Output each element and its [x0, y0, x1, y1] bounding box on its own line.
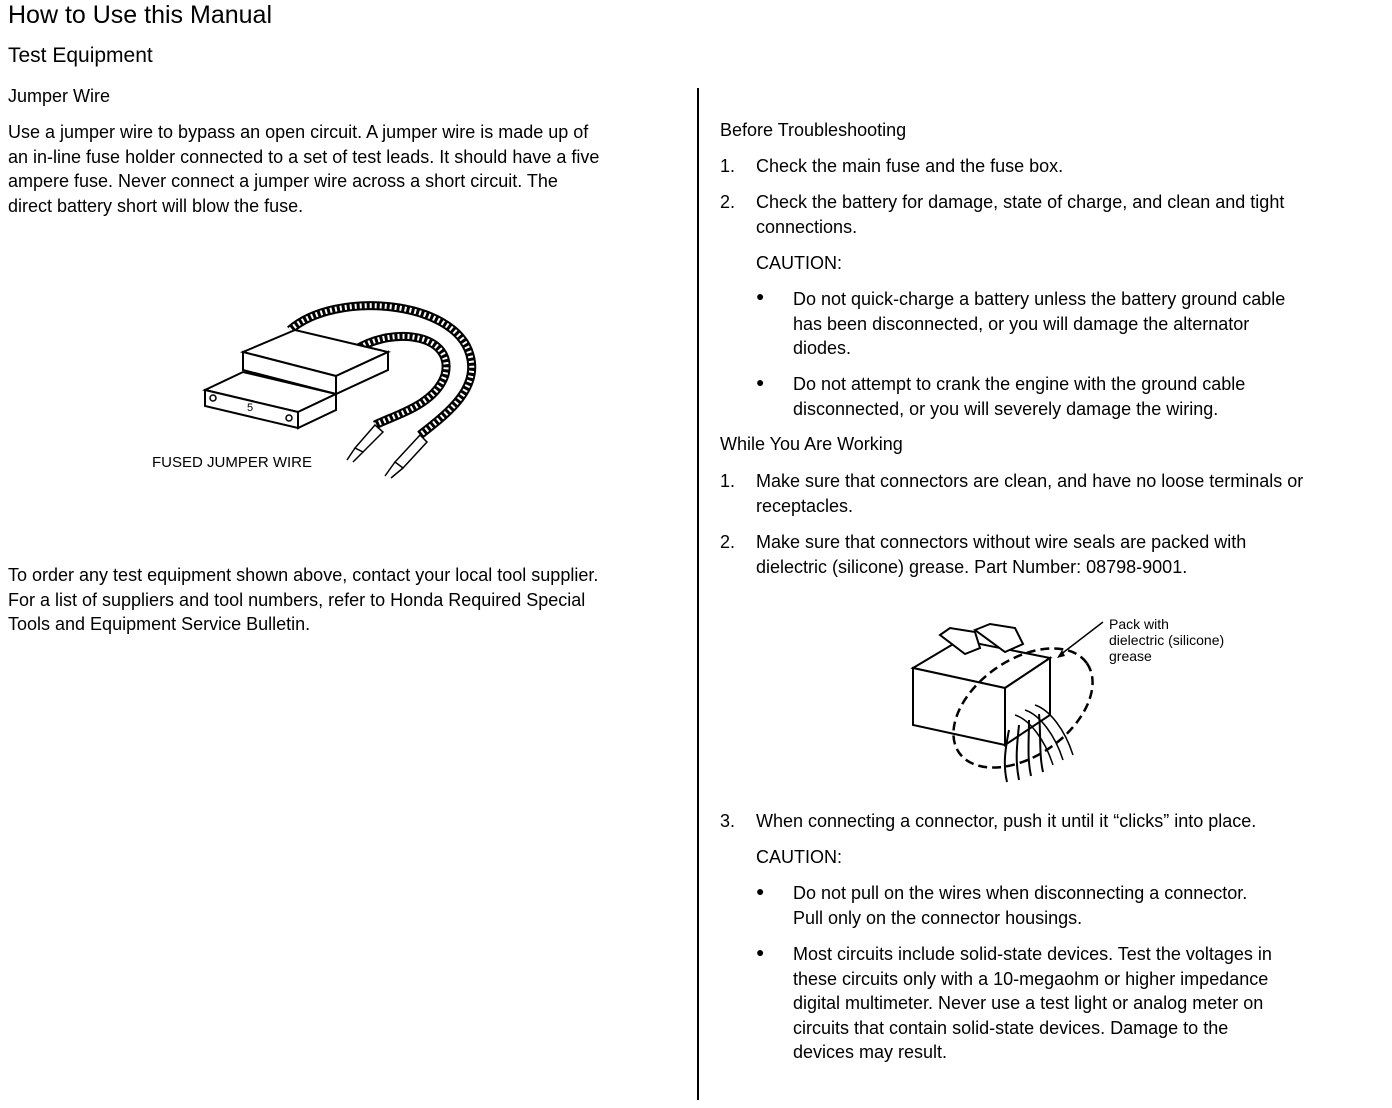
text-line: Check the main fuse and the fuse box. [756, 156, 1064, 176]
text-line: has been disconnected, or you will damage the alternator [793, 313, 1250, 334]
before-step-1 [756, 154, 1063, 179]
text-line: Use a jumper wire to bypass an open circuit. A jumper wire is made up of [8, 122, 589, 142]
caution-label: CAUTION: [756, 847, 843, 867]
while-working-heading: While You Are Working [720, 434, 903, 454]
step-number: 2. [720, 192, 736, 212]
bullet-icon: ● [756, 288, 765, 304]
text-line: disconnected, or you will severely damage the wiring. [793, 398, 1219, 419]
bullet-icon: ● [756, 944, 765, 960]
order-equipment-text [8, 563, 598, 637]
text-line: Pack with [1109, 616, 1169, 632]
text-line: grease [1109, 648, 1152, 664]
text-line: devices may result. [793, 1042, 948, 1062]
figure-caption: FUSED JUMPER WIRE [152, 454, 313, 471]
before-troubleshooting-heading: Before Troubleshooting [720, 120, 907, 140]
before-step-2 [756, 190, 1284, 239]
caution-label: CAUTION: [756, 253, 843, 273]
text-line: For a list of suppliers and tool numbers, refer to Honda Required Special [8, 589, 586, 610]
page-title: How to Use this Manual [8, 1, 273, 29]
caution-bullet [793, 372, 1245, 421]
text-line: digital multimeter. Never use a test light or analog meter on [793, 993, 1264, 1013]
jumper-wire-intro [8, 120, 599, 218]
working-step-2 [756, 530, 1246, 579]
text-line: direct battery short will blow the fuse. [8, 195, 304, 216]
text-line: Most circuits include solid-state devices. Test the voltages in [793, 944, 1272, 964]
caution-bullet [793, 942, 1272, 1065]
text-line: dielectric (silicone) [1109, 632, 1225, 648]
section-title: Test Equipment [8, 44, 153, 67]
text-line: Make sure that connectors without wire seals are packed with [756, 532, 1247, 552]
text-line: Make sure that connectors are clean, and have no loose terminals or [756, 471, 1304, 491]
text-line: Do not attempt to crank the engine with the ground cable [793, 374, 1246, 394]
text-line: Do not quick-charge a battery unless the battery ground cable [793, 289, 1286, 309]
jumper-wire-heading: Jumper Wire [8, 86, 111, 106]
text-line: ampere fuse. Never connect a jumper wire across a short circuit. The [8, 171, 558, 191]
text-line: Tools and Equipment Service Bulletin. [8, 614, 311, 634]
fuse-rating-label: 5 [247, 402, 254, 414]
text-line: Do not pull on the wires when disconnecting a connector. [793, 883, 1248, 903]
bullet-icon: ● [756, 883, 765, 899]
text-line: an in-line fuse holder connected to a set of test leads. It should have a five [8, 146, 600, 167]
column-divider [697, 88, 699, 1100]
text-line: these circuits only with a 10-megaohm or higher impedance [793, 968, 1269, 989]
working-step-3 [756, 809, 1256, 834]
bullet-icon: ● [756, 374, 765, 390]
text-line: dielectric (silicone) grease. Part Number: 08798-9001. [756, 556, 1188, 577]
working-step-1 [756, 469, 1303, 518]
step-number: 1. [720, 156, 736, 176]
caution-bullet [793, 881, 1247, 930]
text-line: To order any test equipment shown above, contact your local tool supplier. [8, 565, 599, 585]
caution-bullet [793, 287, 1285, 361]
text-line: Pull only on the connector housings. [793, 907, 1083, 928]
text-line: receptacles. [756, 495, 854, 516]
text-line: diodes. [793, 338, 852, 358]
text-line: connections. [756, 216, 858, 237]
text-line: circuits that contain solid-state devices. Damage to the [793, 1017, 1229, 1038]
grease-callout [1109, 616, 1224, 664]
text-line: When connecting a connector, push it until it “clicks” into place. [756, 811, 1257, 831]
step-number: 2. [720, 532, 736, 552]
connector-grease-illustration [905, 610, 1115, 790]
text-line: Check the battery for damage, state of charge, and clean and tight [756, 192, 1285, 212]
step-number: 3. [720, 811, 736, 831]
step-number: 1. [720, 471, 736, 491]
